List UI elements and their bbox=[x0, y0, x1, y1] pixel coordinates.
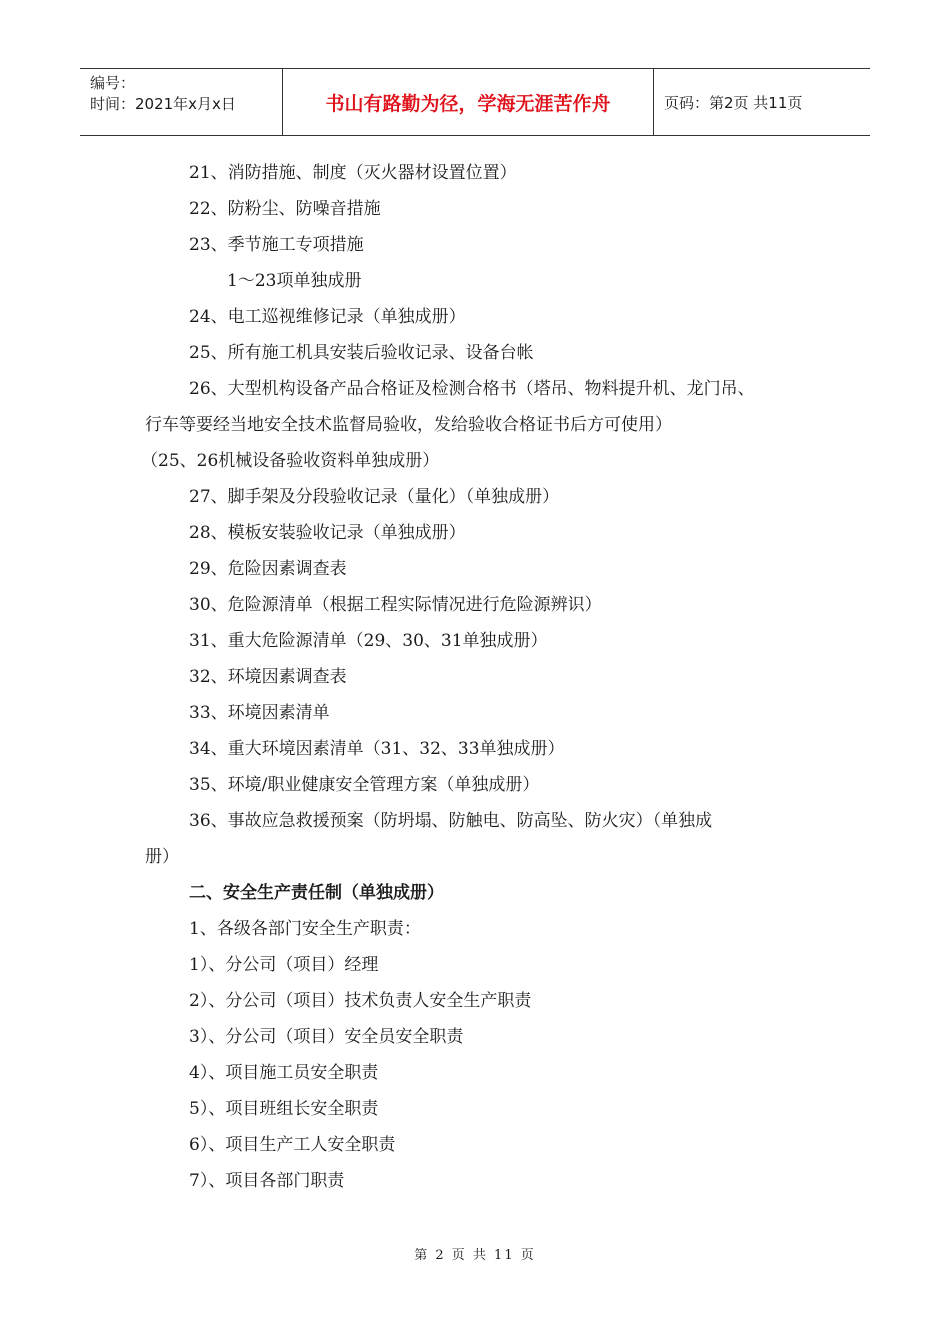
list-item: 25、所有施工机具安装后验收记录、设备台帐 bbox=[189, 343, 534, 363]
document-time-label: 时间：2021年x月x日 bbox=[90, 95, 236, 113]
list-item: 32、环境因素调查表 bbox=[189, 667, 347, 687]
list-item: 23、季节施工专项措施 bbox=[189, 235, 364, 255]
list-item: 33、环境因素清单 bbox=[189, 703, 330, 723]
list-item: 22、防粉尘、防噪音措施 bbox=[189, 199, 381, 219]
list-item: 24、电工巡视维修记录（单独成册） bbox=[189, 307, 466, 327]
list-item: 3）、分公司（项目）安全员安全职责 bbox=[189, 1027, 464, 1047]
list-item: 21、消防措施、制度（灭火器材设置位置） bbox=[189, 163, 517, 183]
document-number-label: 编号： bbox=[90, 74, 136, 92]
list-item: 29、危险因素调查表 bbox=[189, 559, 347, 579]
page-footer: 第 2 页 共 11 页 bbox=[414, 1248, 536, 1263]
list-item: 34、重大环境因素清单（31、32、33单独成册） bbox=[189, 739, 565, 759]
section-heading: 二、安全生产责任制（单独成册） bbox=[189, 883, 444, 903]
list-item: 35、环境/职业健康安全管理方案（单独成册） bbox=[189, 775, 540, 795]
list-item: 28、模板安装验收记录（单独成册） bbox=[189, 523, 466, 543]
list-item: 4）、项目施工员安全职责 bbox=[189, 1063, 379, 1083]
list-item: 1、各级各部门安全生产职责： bbox=[189, 919, 421, 939]
header-motto: 书山有路勤为径，学海无涯苦作舟 bbox=[282, 69, 654, 135]
list-item: 2）、分公司（项目）技术负责人安全生产职责 bbox=[189, 991, 532, 1011]
header-page-number: 页码：第2页 共11页 bbox=[664, 93, 803, 112]
list-item: 5）、项目班组长安全职责 bbox=[189, 1099, 379, 1119]
list-item: 1～23项单独成册 bbox=[227, 271, 362, 291]
list-item: （25、26机械设备验收资料单独成册） bbox=[141, 451, 440, 471]
document-body bbox=[141, 155, 825, 1199]
list-item: 7）、项目各部门职责 bbox=[189, 1171, 345, 1191]
list-item: 6）、项目生产工人安全职责 bbox=[189, 1135, 396, 1155]
list-item: 30、危险源清单（根据工程实际情况进行危险源辨识） bbox=[189, 595, 602, 615]
list-item: 26、大型机构设备产品合格证及检测合格书（塔吊、物料提升机、龙门吊、 bbox=[189, 379, 755, 399]
list-item: 1）、分公司（项目）经理 bbox=[189, 955, 379, 975]
page-header bbox=[80, 68, 870, 136]
header-meta bbox=[80, 69, 282, 135]
list-item: 31、重大危险源清单（29、30、31单独成册） bbox=[189, 631, 548, 651]
list-item: 27、脚手架及分段验收记录（量化）（单独成册） bbox=[189, 487, 560, 507]
list-item: 36、事故应急救援预案（防坍塌、防触电、防高坠、防火灾）（单独成 bbox=[189, 811, 713, 831]
list-item-continuation: 行车等要经当地安全技术监督局验收，发给验收合格证书后方可使用） bbox=[145, 415, 672, 435]
list-item-continuation: 册） bbox=[145, 847, 179, 867]
